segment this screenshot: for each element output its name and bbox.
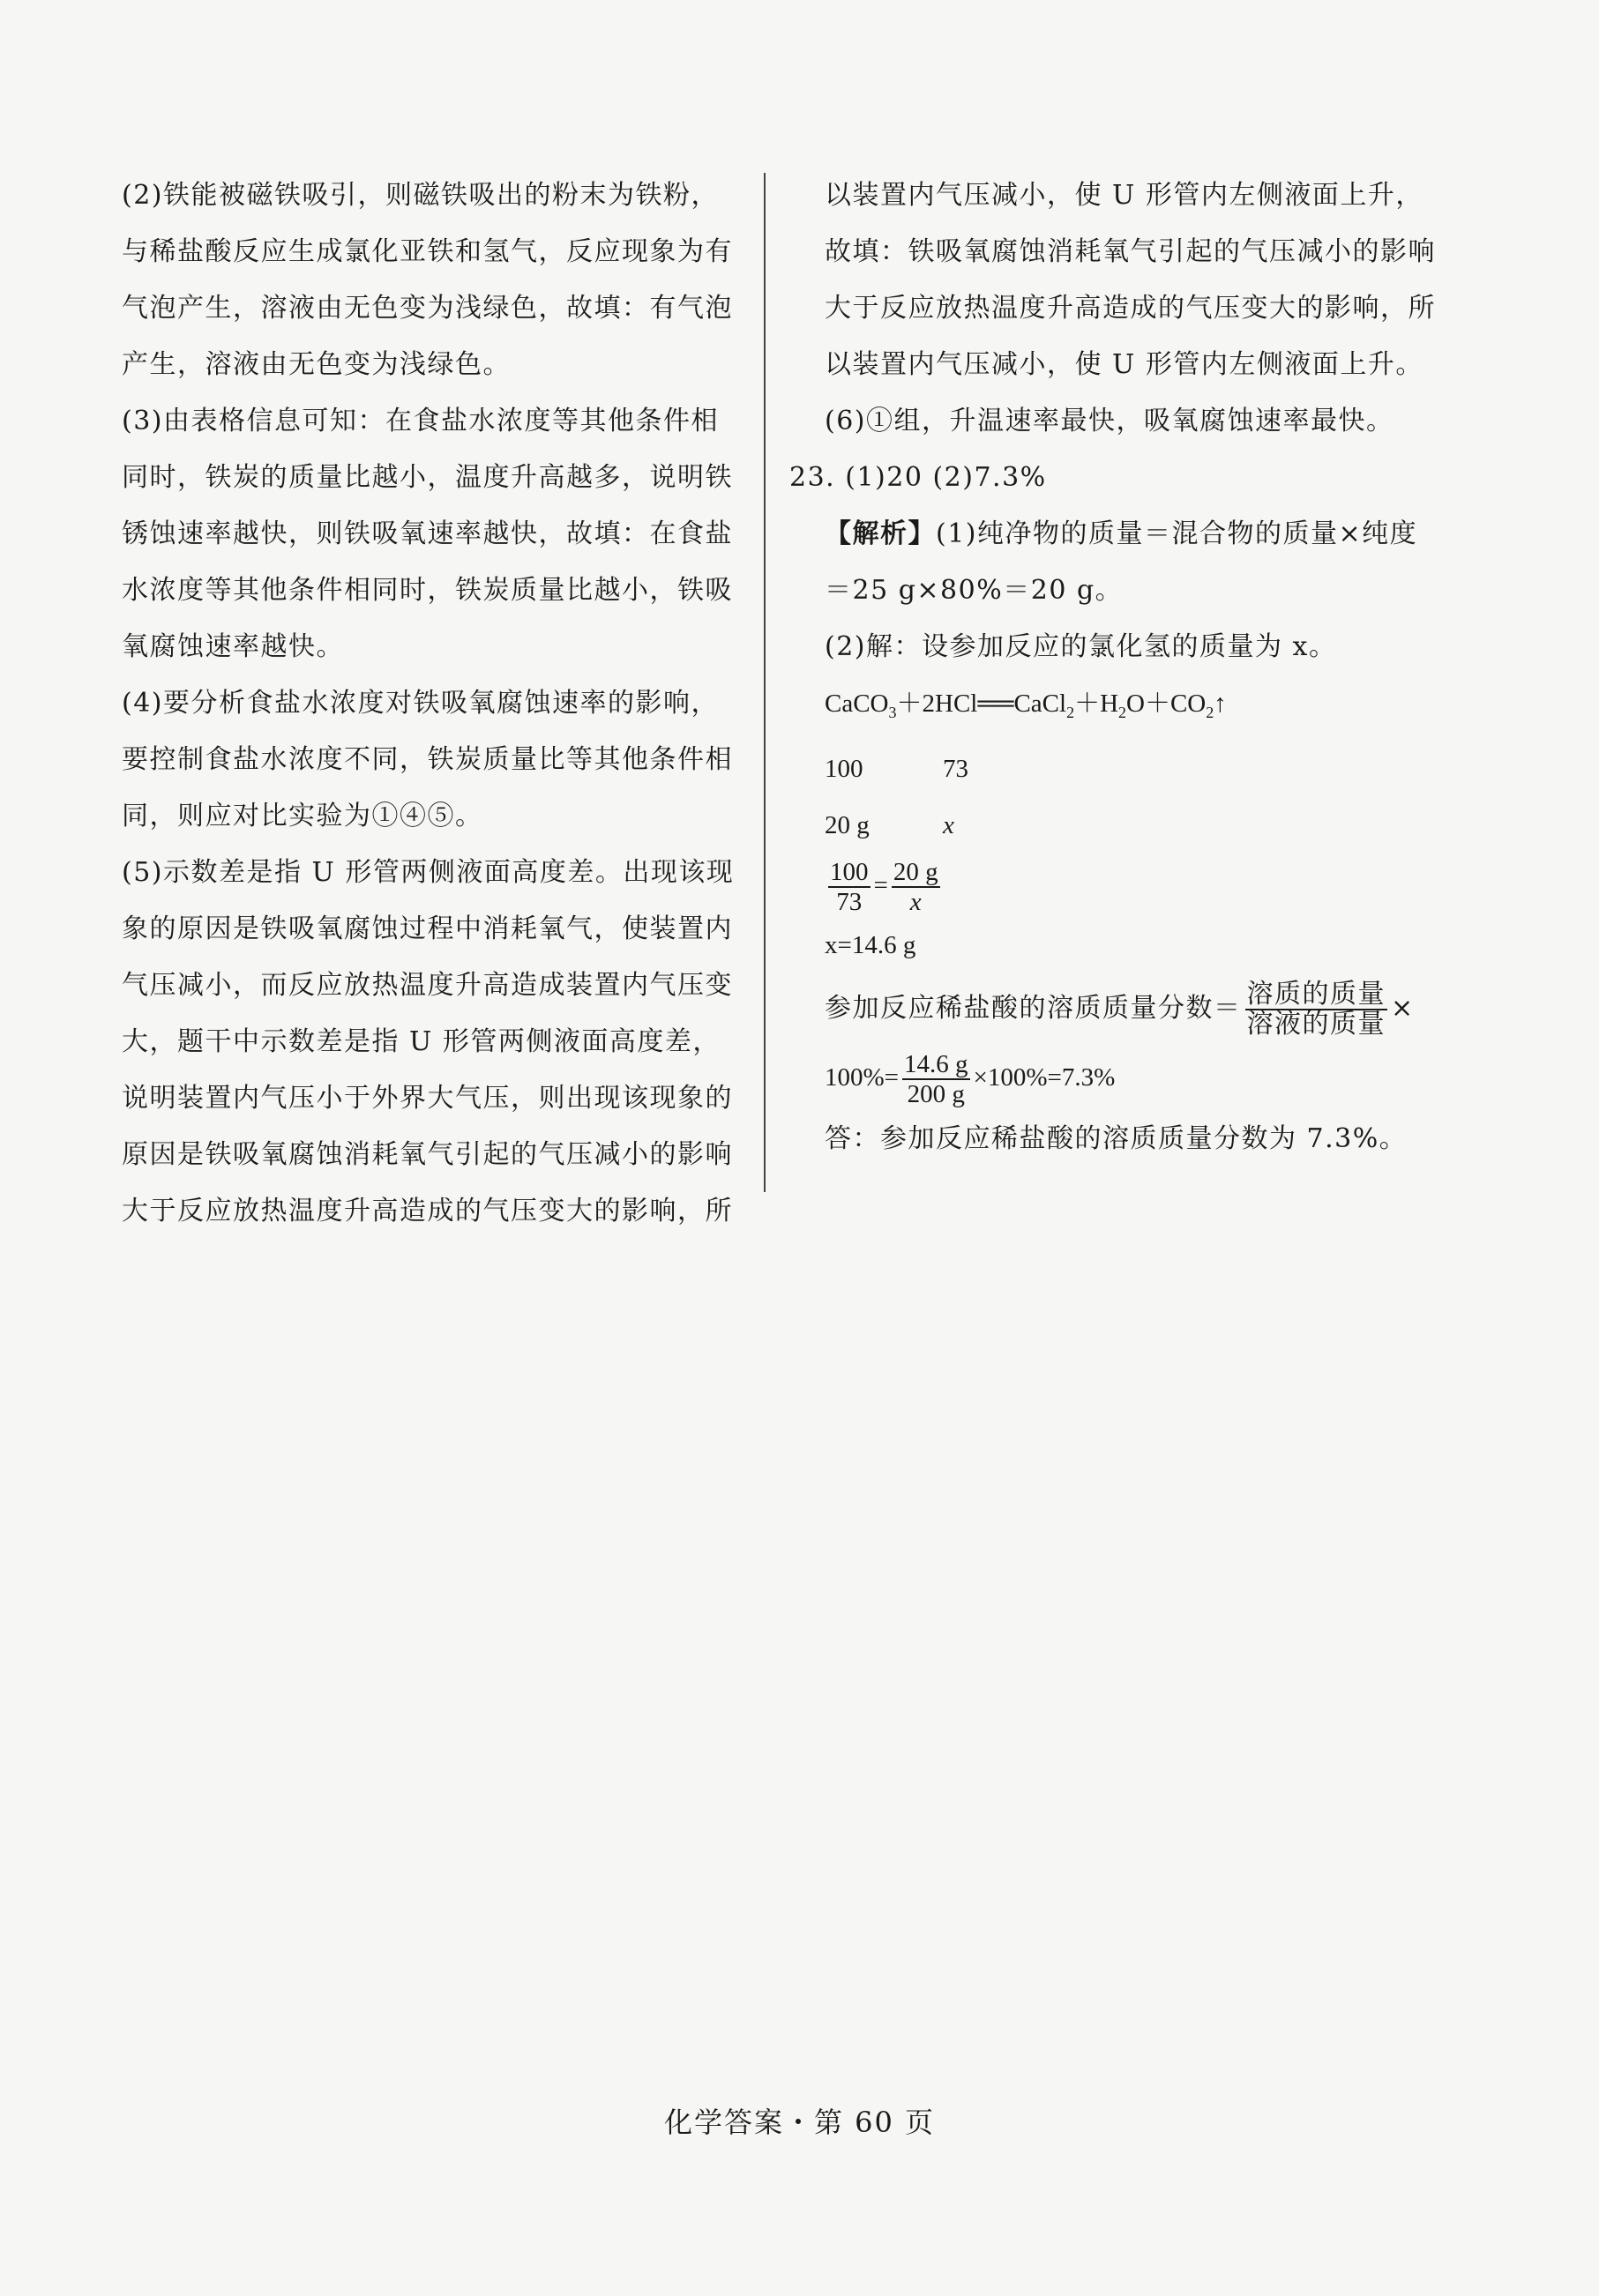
column-divider	[764, 173, 766, 1192]
paragraph-6: (6)①组，升温速率最快，吸氧腐蚀速率最快。	[825, 406, 1394, 436]
paragraph-3: (3)由表格信息可知：在食盐水浓度等其他条件相同时，铁炭的质量比越小，温度升高越多，说明铁锈蚀速率越快，则铁吸氧速率越快，故填：在食盐水浓度等其他条件相同时，铁炭质量比越小，铁吸氧腐蚀速率越快。	[122, 406, 733, 662]
mass-fraction: $\frac{\text{溶质的质量}}{\text{溶液的质量}}$	[1246, 978, 1386, 1040]
mass-row-2: 20 g x	[825, 810, 954, 839]
paragraph-5-continued: 以装置内气压减小，使 U 形管内左侧液面上升，故填：铁吸氧腐蚀消耗氧气引起的气压减小的影响大于反应放热温度升高造成的气压变大的影响，所以装置内气压减小，使 U 形管内左侧液面上升。	[825, 180, 1436, 380]
final-answer: 答：参加反应稀盐酸的溶质质量分数为 7.3%。	[825, 1122, 1408, 1154]
paragraph-4: (4)要分析食盐水浓度对铁吸氧腐蚀速率的影响，要控制食盐水浓度不同，铁炭质量比等其他条件相同，则应对比实验为①④⑤。	[122, 688, 733, 831]
calculation: 100%= $\frac{14.6 g}{200 g}$ ×100%=7.3%	[825, 1050, 1116, 1109]
gas-arrow-icon: ↑	[1214, 690, 1227, 718]
page-footer: 化学答案・第 60 页	[663, 2106, 936, 2139]
analysis-tag: 【解析】	[825, 518, 936, 549]
analysis-2: (2)解：设参加反应的氯化氢的质量为 x。	[825, 631, 1337, 662]
ratio-right: $\frac{20 g}{x}$	[893, 858, 938, 917]
mass-row-1: 100 73	[825, 754, 968, 783]
ratio-left: $\frac{100}{73}$	[830, 858, 869, 917]
left-column	[122, 168, 739, 1240]
paragraph-5: (5)示数差是指 U 形管两侧液面高度差。出现该现象的原因是铁吸氧腐蚀过程中消耗氧气，使装置内气压减小，而反应放热温度升高造成装置内气压变大，题干中示数差是指 U 形管两侧液面高度差，说明装置内气压小于外界大气压，则出现该现象的原因是铁吸氧腐蚀消耗氧气引起的气压减小的影响大于反应放热温度升高造成的气压变大的影响，所	[122, 857, 735, 1226]
paragraph-2: (2)铁能被磁铁吸引，则磁铁吸出的粉末为铁粉，与稀盐酸反应生成氯化亚铁和氢气，反应现象为有气泡产生，溶液由无色变为浅绿色，故填：有气泡产生，溶液由无色变为浅绿色。	[122, 180, 733, 380]
question-23-answer: 23. (1)20 (2)7.3%	[789, 462, 1047, 493]
fraction-formula: 参加反应稀盐酸的溶质质量分数＝ $\frac{\text{溶质的质量}}{\text{溶液的质量}}$ ×	[825, 978, 1415, 1040]
ratio-equation: $\frac{100}{73}$ = $\frac{20 g}{x}$	[830, 858, 938, 917]
analysis-1-text: (1)纯净物的质量＝混合物的质量×纯度＝25 g×80%＝20 g。	[825, 518, 1418, 606]
calc-fraction: $\frac{14.6 g}{200 g}$	[904, 1050, 968, 1109]
analysis-1	[825, 506, 1442, 619]
chemical-equation: $CaCO_3+2HCl══CaCl_2+H_2O+CO_2↑$	[825, 690, 1227, 721]
x-result: x=14.6 g	[825, 930, 916, 959]
right-column	[789, 168, 1442, 1167]
